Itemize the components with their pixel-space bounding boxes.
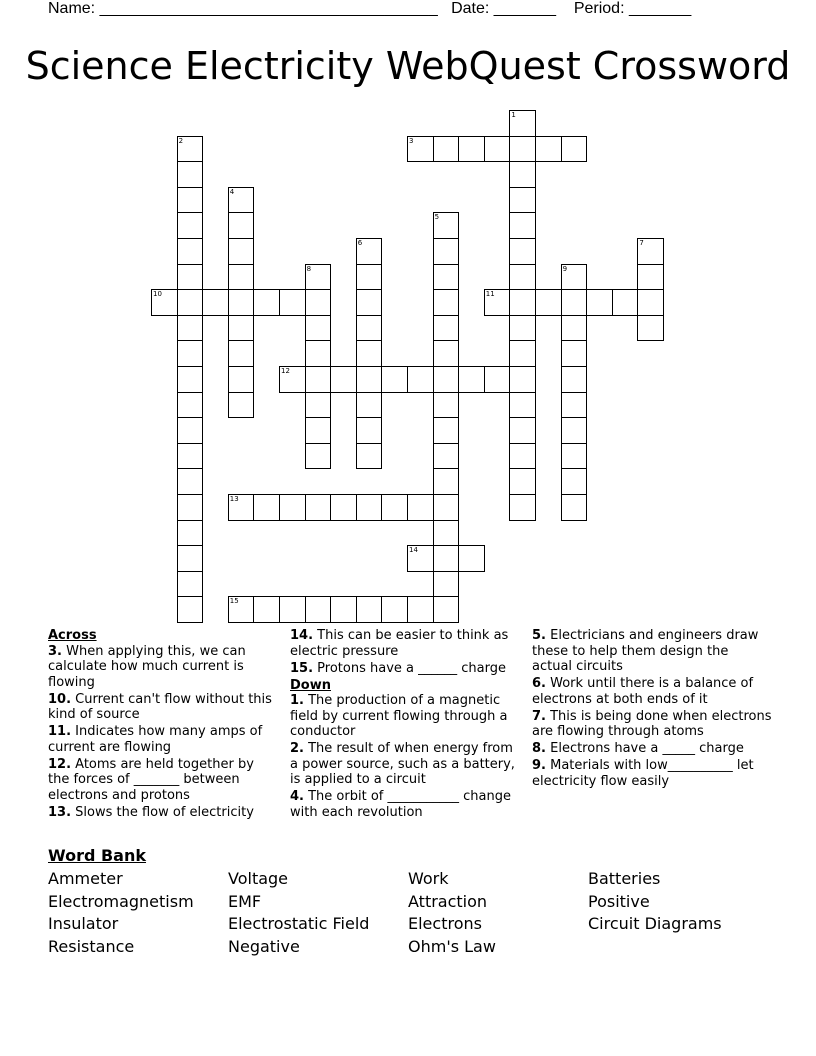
crossword-cell[interactable] [637, 315, 664, 342]
crossword-cell[interactable] [561, 289, 588, 316]
crossword-cell[interactable] [433, 212, 460, 239]
crossword-cell[interactable] [177, 545, 204, 572]
clue-text: Slows the flow of electricity [71, 804, 254, 820]
clue [532, 758, 772, 789]
clue-number: 13 [229, 495, 239, 503]
crossword-cell[interactable] [586, 289, 613, 316]
clue [532, 709, 772, 740]
crossword-cell[interactable] [305, 392, 332, 419]
crossword-cell[interactable] [509, 161, 536, 188]
crossword-cell[interactable] [330, 366, 357, 393]
clue [290, 741, 522, 788]
clue-text: When applying this, we can calculate how much current is flowing [48, 643, 246, 690]
clue-text: This is being done when electrons are flowing through atoms [532, 708, 772, 739]
crossword-cell[interactable] [305, 596, 332, 623]
crossword-cell[interactable] [305, 289, 332, 316]
crossword-cell[interactable] [356, 238, 383, 265]
crossword-cell[interactable] [509, 264, 536, 291]
word-bank-item: Negative [228, 936, 300, 956]
crossword-cell[interactable] [433, 545, 460, 572]
clue [532, 676, 772, 707]
crossword-cell[interactable] [433, 289, 460, 316]
crossword-cell[interactable] [177, 571, 204, 598]
crossword-cell[interactable] [433, 392, 460, 419]
clue-number: 3 [409, 136, 414, 145]
word-bank-item: Work [408, 869, 449, 888]
crossword-cell[interactable] [177, 520, 204, 547]
crossword-cell[interactable] [177, 264, 204, 291]
clue-text: The production of a magnetic field by current flowing through a conductor [290, 693, 508, 739]
crossword-cell[interactable] [509, 136, 536, 163]
crossword-cell[interactable] [509, 289, 536, 316]
clues-column-2 [290, 628, 522, 822]
clue [290, 661, 522, 677]
page-title: Science Electricity WebQuest Crossword [25, 44, 791, 88]
clue-number: 11. [48, 724, 72, 739]
clue-number: 5 [434, 213, 440, 222]
crossword-cell[interactable] [433, 596, 460, 623]
crossword-cell[interactable] [561, 494, 588, 521]
clue-number: 10 [153, 290, 162, 299]
crossword-cell[interactable] [458, 136, 485, 163]
crossword-cell[interactable] [561, 264, 588, 291]
crossword-cell[interactable] [509, 238, 536, 265]
crossword-cell[interactable] [356, 366, 383, 393]
word-bank-item: Resistance [48, 936, 135, 956]
clue [532, 628, 772, 675]
crossword-cell[interactable] [433, 571, 460, 598]
clue-text: Electrons have a _____ charge [545, 741, 744, 756]
crossword-cell[interactable] [228, 392, 255, 419]
crossword-cell[interactable] [433, 520, 460, 547]
word-bank-item: Positive [588, 891, 650, 911]
crossword-cell[interactable] [177, 468, 204, 495]
crossword-cell[interactable] [637, 289, 664, 316]
crossword-cell[interactable] [356, 315, 383, 342]
crossword-cell[interactable] [484, 289, 511, 316]
header [48, 0, 691, 18]
crossword-cell[interactable] [509, 366, 536, 393]
clue-number: 1 [511, 111, 516, 119]
crossword-cell[interactable] [433, 468, 460, 495]
clue-number: 5. [532, 628, 546, 643]
clue [290, 789, 522, 820]
crossword-cell[interactable] [433, 340, 460, 367]
crossword-cell[interactable] [356, 289, 383, 316]
crossword-cell[interactable] [407, 136, 434, 163]
crossword-cell[interactable] [228, 340, 255, 367]
word-bank [48, 868, 768, 958]
crossword-cell[interactable] [279, 289, 306, 316]
word-bank-item: Attraction [408, 891, 488, 911]
crossword-cell[interactable] [305, 417, 332, 444]
crossword-cell[interactable] [177, 187, 204, 214]
word-bank-item: Circuit Diagrams [588, 914, 722, 933]
crossword-cell[interactable] [561, 136, 588, 163]
word-bank-item: Batteries [588, 869, 661, 888]
crossword-cell[interactable] [509, 340, 536, 367]
crossword-cell[interactable] [381, 366, 408, 393]
clue-number: 3. [48, 643, 62, 659]
word-bank-title: Word Bank [48, 846, 147, 865]
clue-number: 15. [290, 660, 314, 676]
clue-number: 9. [532, 758, 546, 773]
crossword-cell[interactable] [228, 264, 255, 291]
crossword-cell[interactable] [177, 366, 204, 393]
crossword-cell[interactable] [509, 392, 536, 419]
name-field[interactable]: Name: ______________________________________ [48, 0, 438, 17]
crossword-cell[interactable] [509, 212, 536, 239]
crossword-cell[interactable] [509, 417, 536, 444]
period-field[interactable]: Period: _______ [573, 0, 692, 17]
crossword-cell[interactable] [433, 136, 460, 163]
crossword-cell[interactable] [305, 443, 332, 470]
clue [48, 805, 276, 821]
crossword-cell[interactable] [637, 264, 664, 291]
crossword-cell[interactable] [228, 596, 255, 623]
crossword-cell[interactable] [407, 545, 434, 572]
crossword-cell[interactable] [177, 494, 204, 521]
crossword-cell[interactable] [177, 417, 204, 444]
crossword-cell[interactable] [177, 315, 204, 342]
crossword-cell[interactable] [637, 238, 664, 265]
clues-column-3 [532, 628, 772, 791]
clue-number: 1. [290, 693, 304, 708]
crossword-cell[interactable] [305, 264, 332, 291]
crossword-cell[interactable] [330, 494, 357, 521]
crossword-cell[interactable] [228, 315, 255, 342]
clue-number: 8 [306, 264, 312, 273]
crossword-cell[interactable] [228, 289, 255, 316]
crossword-cell[interactable] [433, 443, 460, 470]
crossword-cell[interactable] [561, 340, 588, 367]
clue-number: 14 [409, 546, 418, 555]
crossword-cell[interactable] [177, 596, 204, 623]
crossword-cell[interactable] [509, 187, 536, 214]
clues-column-1 [48, 628, 276, 822]
crossword-cell[interactable] [279, 494, 306, 521]
clue-text: The result of when energy from a power source, such as a battery, is applied to a circuit [290, 741, 515, 787]
clue-text: Materials with low__________ let electricity flow easily [532, 758, 754, 789]
crossword-cell[interactable] [433, 315, 460, 342]
crossword-cell[interactable] [177, 161, 204, 188]
crossword-cell[interactable] [253, 596, 280, 623]
clue-text: Electricians and engineers draw these to help them design the actual circuits [532, 628, 759, 674]
clue-number: 12 [281, 367, 290, 375]
crossword-cell[interactable] [305, 494, 332, 521]
clue-text: Work until there is a balance of electrons at both ends of it [532, 676, 754, 707]
crossword-cell[interactable] [561, 468, 588, 495]
crossword-cell[interactable] [509, 468, 536, 495]
crossword-cell[interactable] [305, 366, 332, 393]
clue-number: 14. [290, 628, 314, 643]
crossword-cell[interactable] [177, 136, 204, 163]
across-clue-list-continued [290, 628, 522, 676]
crossword-cell[interactable] [561, 366, 588, 393]
crossword-cell[interactable] [356, 264, 383, 291]
crossword-cell[interactable] [407, 494, 434, 521]
across-heading: Across [48, 628, 97, 643]
crossword-cell[interactable] [228, 212, 255, 239]
word-bank-item: Ammeter [48, 869, 123, 888]
clue-number: 2. [290, 741, 304, 756]
clue [290, 628, 522, 659]
crossword-cell[interactable] [228, 187, 255, 214]
word-bank-item: Insulator [48, 914, 119, 933]
crossword-cell[interactable] [305, 315, 332, 342]
crossword-cell[interactable] [561, 392, 588, 419]
down-heading: Down [290, 677, 331, 693]
clue-number: 7 [639, 239, 644, 247]
clue-text: Indicates how many amps of current are flowing [48, 724, 263, 755]
crossword-cell[interactable] [535, 136, 562, 163]
crossword-cell[interactable] [509, 494, 536, 521]
clue-number: 6 [357, 239, 363, 247]
crossword-cell[interactable] [458, 545, 485, 572]
crossword-cell[interactable] [433, 494, 460, 521]
clue-number: 11 [485, 290, 495, 299]
clue [290, 693, 522, 740]
word-bank-item: Electrostatic Field [228, 914, 370, 933]
crossword-cell[interactable] [535, 289, 562, 316]
crossword-cell[interactable] [177, 392, 204, 419]
clue-number: 13. [48, 804, 72, 820]
crossword-cell[interactable] [381, 596, 408, 623]
crossword-cell[interactable] [433, 366, 460, 393]
clue-number: 6. [532, 676, 546, 691]
crossword-cell[interactable] [561, 443, 588, 470]
clue-text: Protons have a ______ charge [313, 660, 506, 676]
clue-text: Atoms are held together by the forces of _______ between electrons and protons [48, 756, 254, 803]
crossword-cell[interactable] [612, 289, 639, 316]
word-bank-item: Voltage [228, 869, 289, 888]
crossword-cell[interactable] [433, 417, 460, 444]
crossword-cell[interactable] [151, 289, 178, 316]
crossword-cell[interactable] [407, 596, 434, 623]
crossword-cell[interactable] [484, 366, 511, 393]
crossword-cell[interactable] [305, 340, 332, 367]
clue-text: This can be easier to think as electric pressure [290, 628, 509, 659]
crossword-cell[interactable] [509, 443, 536, 470]
crossword-cell[interactable] [356, 392, 383, 419]
crossword-cell[interactable] [484, 136, 511, 163]
crossword-cell[interactable] [279, 366, 306, 393]
across-clue-list [48, 644, 276, 821]
word-bank-item: Electromagnetism [48, 891, 194, 911]
clue-number: 12. [48, 756, 72, 772]
crossword-cell[interactable] [509, 315, 536, 342]
clue-number: 9 [562, 264, 568, 273]
crossword-cell[interactable] [561, 315, 588, 342]
crossword-cell[interactable] [228, 366, 255, 393]
clue-number: 4 [229, 187, 235, 196]
crossword-cell[interactable] [381, 494, 408, 521]
crossword-cell[interactable] [177, 289, 204, 316]
word-bank-item: EMF [228, 891, 262, 911]
crossword-cell[interactable] [433, 264, 460, 291]
clue-number: 2 [178, 136, 184, 145]
date-field[interactable]: Date: _______ [451, 0, 557, 17]
clue-number: 8. [532, 741, 546, 756]
crossword-cell[interactable] [253, 289, 280, 316]
crossword-cell[interactable] [177, 443, 204, 470]
crossword-cell[interactable] [509, 110, 536, 137]
clue [48, 757, 276, 804]
crossword-cell[interactable] [330, 596, 357, 623]
crossword-cell[interactable] [356, 340, 383, 367]
crossword-cell[interactable] [356, 596, 383, 623]
crossword-cell[interactable] [561, 417, 588, 444]
crossword-cell[interactable] [177, 238, 204, 265]
crossword-cell[interactable] [407, 366, 434, 393]
crossword-cell[interactable] [356, 494, 383, 521]
clue-text: Current can't flow without this kind of source [48, 691, 272, 722]
crossword-cell[interactable] [279, 596, 306, 623]
crossword-cell[interactable] [356, 417, 383, 444]
clue [48, 692, 276, 723]
clue [48, 724, 276, 755]
crossword-cell[interactable] [177, 212, 204, 239]
crossword-cell[interactable] [177, 340, 204, 367]
clue [48, 644, 276, 691]
word-bank-item: Electrons [408, 914, 482, 933]
clue [532, 741, 772, 757]
word-bank-item: Ohm's Law [408, 936, 496, 956]
down-clue-list [290, 693, 522, 820]
crossword-cell[interactable] [228, 238, 255, 265]
crossword-cell[interactable] [202, 289, 229, 316]
clue-number: 10. [48, 691, 72, 707]
down-clue-list-continued [532, 628, 772, 789]
crossword-cell[interactable] [458, 366, 485, 393]
crossword-cell[interactable] [433, 238, 460, 265]
clue-number: 15 [229, 597, 239, 606]
crossword-cell[interactable] [253, 494, 280, 521]
clue-number: 7. [532, 708, 546, 724]
crossword-cell[interactable] [356, 443, 383, 470]
clue-text: The orbit of ___________ change with each revolution [290, 789, 511, 820]
crossword-cell[interactable] [228, 494, 255, 521]
clue-number: 4. [290, 789, 304, 804]
